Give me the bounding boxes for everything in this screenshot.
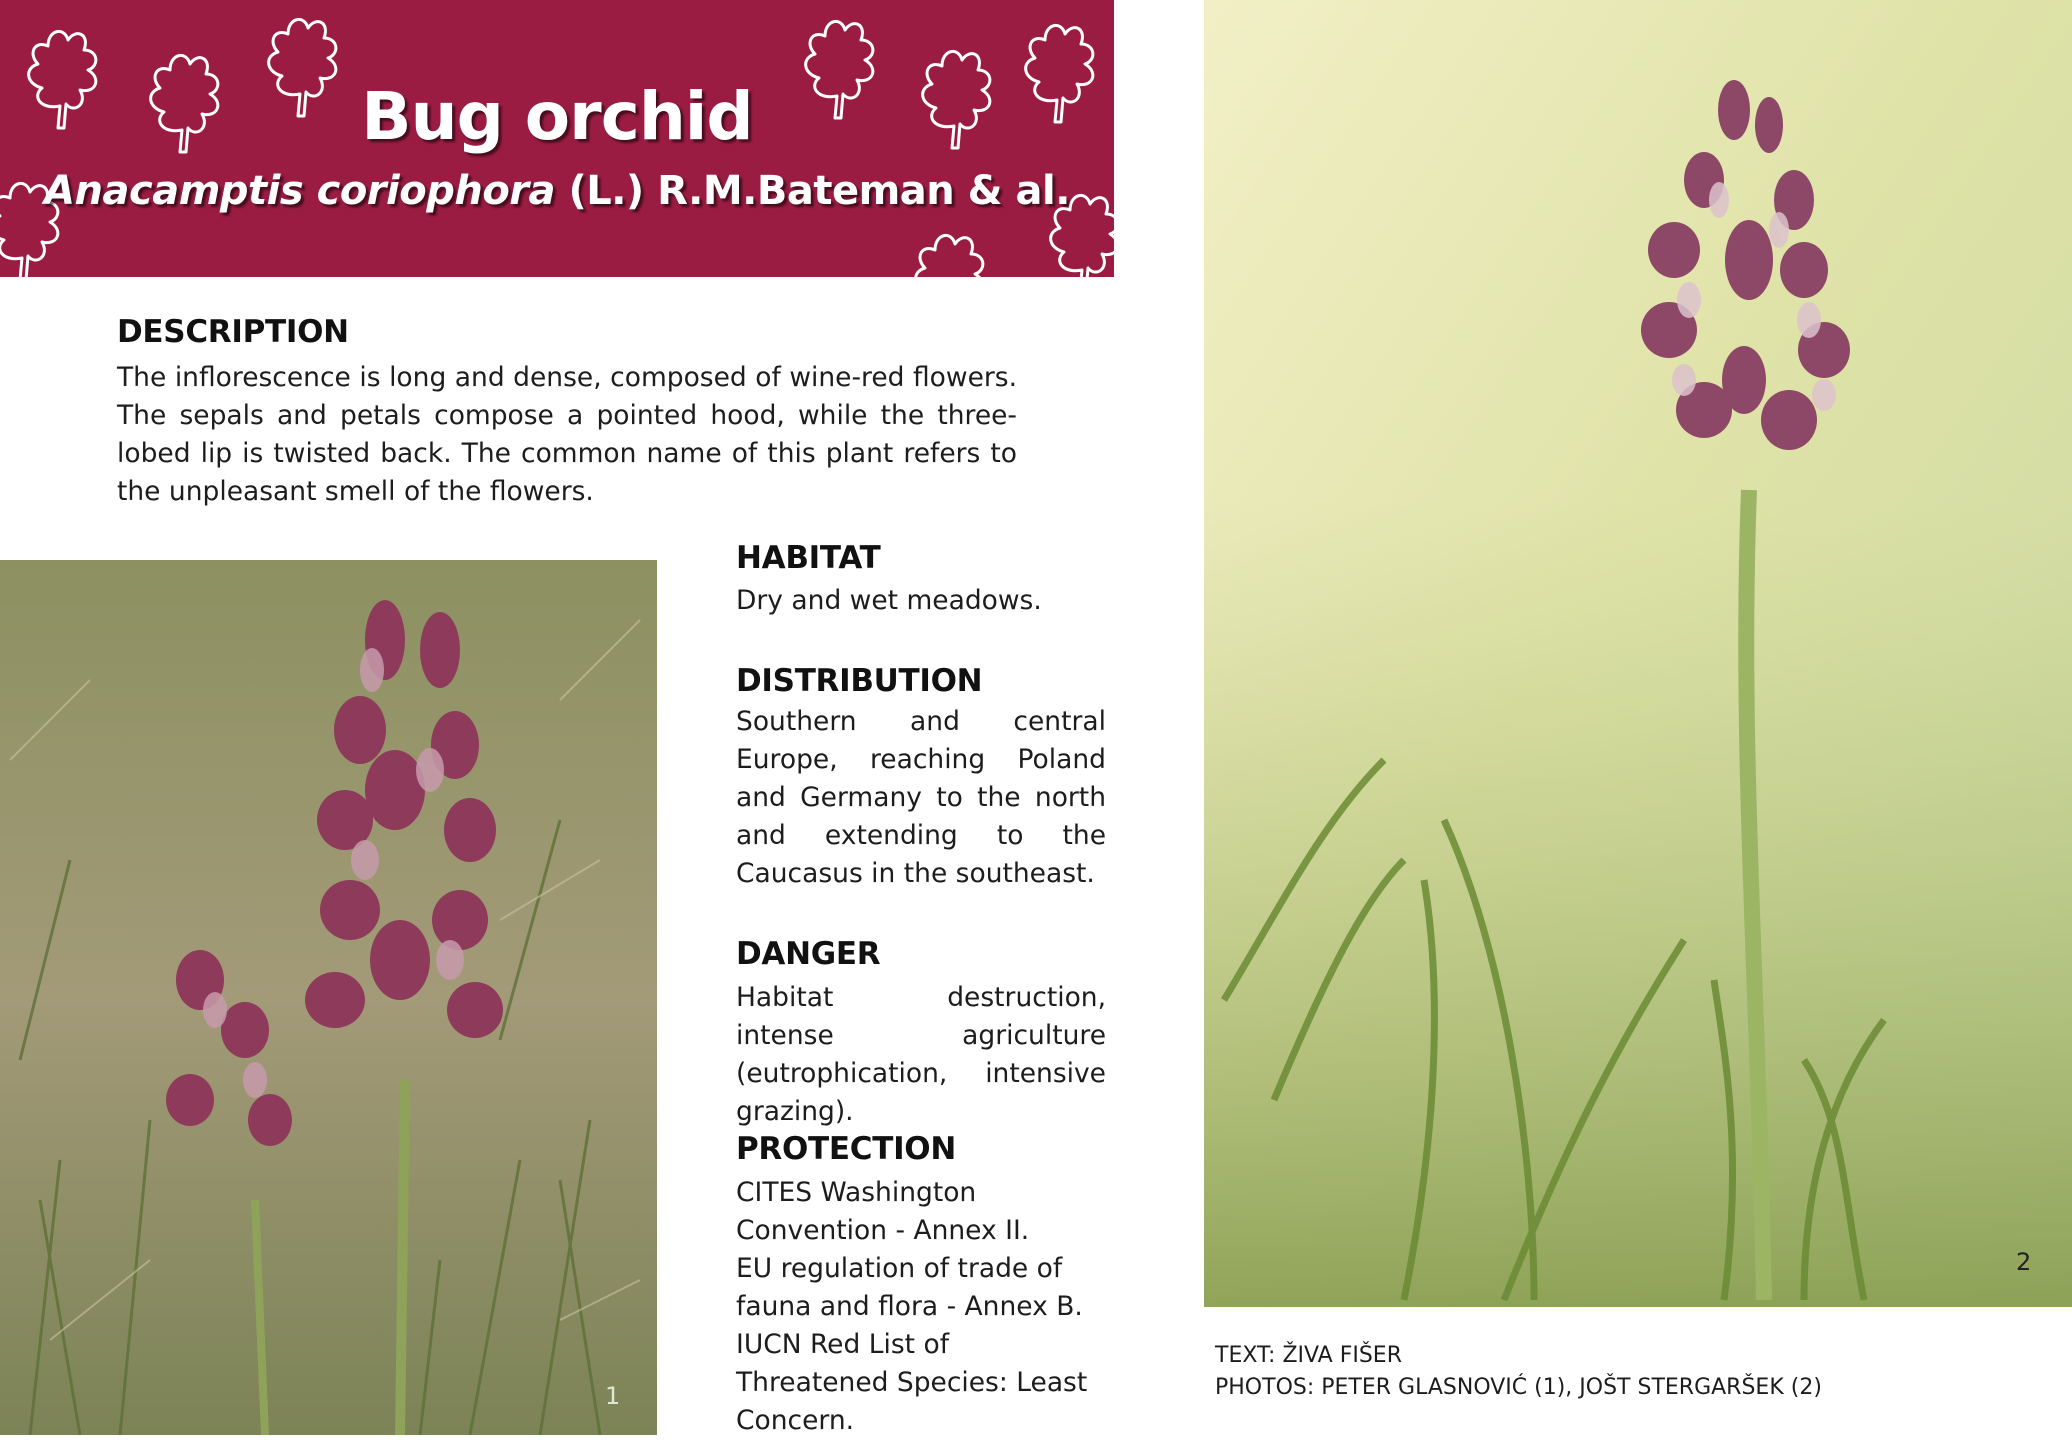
scientific-name: Anacamptis coriophora xyxy=(44,168,556,214)
scientific-name-line xyxy=(0,168,1114,214)
taxon-authority: (L.) R.M.Bateman & al. xyxy=(568,168,1070,214)
orchid-meadow-photo xyxy=(0,560,657,1435)
protection-list xyxy=(736,1174,1106,1440)
danger-heading: DANGER xyxy=(736,936,881,972)
protection-item: CITES Washington Convention - Annex II. xyxy=(736,1177,1030,1246)
photo-2-number: 2 xyxy=(2016,1248,2032,1276)
photo-1-number: 1 xyxy=(605,1382,621,1410)
danger-text: Habitat destruction, intense agriculture (eutrophication, intensive grazing). xyxy=(736,982,1106,1127)
oak-leaf-icon xyxy=(905,222,995,277)
protection-item: IUCN Red List of Threatened Species: Least Concern. xyxy=(736,1329,1088,1436)
orchid-meadow-illustration xyxy=(0,560,657,1435)
protection-heading: PROTECTION xyxy=(736,1131,956,1167)
orchid-closeup-illustration xyxy=(1204,0,2072,1307)
credits xyxy=(1215,1340,1822,1404)
distribution-text: Southern and central Europe, reaching Poland and Germany to the north and extending to the Caucasus in the southeast. xyxy=(736,706,1106,889)
description-text: The inflorescence is long and dense, composed of wine-red flowers. The sepals and petals compose a pointed hood, while the three-lobed lip is twisted back. The common name of this plant refers to the unpleasant smell of the flowers. xyxy=(117,362,1017,507)
page-title: Bug orchid xyxy=(361,78,753,155)
orchid-closeup-photo xyxy=(1204,0,2072,1307)
distribution-heading: DISTRIBUTION xyxy=(736,663,983,699)
protection-item: EU regulation of trade of fauna and flora - Annex B. xyxy=(736,1253,1083,1322)
text-credit: TEXT: ŽIVA FIŠER xyxy=(1215,1343,1402,1368)
description-heading: DESCRIPTION xyxy=(117,314,349,350)
habitat-heading: HABITAT xyxy=(736,540,881,576)
habitat-text: Dry and wet meadows. xyxy=(736,585,1042,616)
title-banner xyxy=(0,0,1114,277)
photo-credit: PHOTOS: PETER GLASNOVIĆ (1), JOŠT STERGARŠEK (2) xyxy=(1215,1375,1822,1400)
